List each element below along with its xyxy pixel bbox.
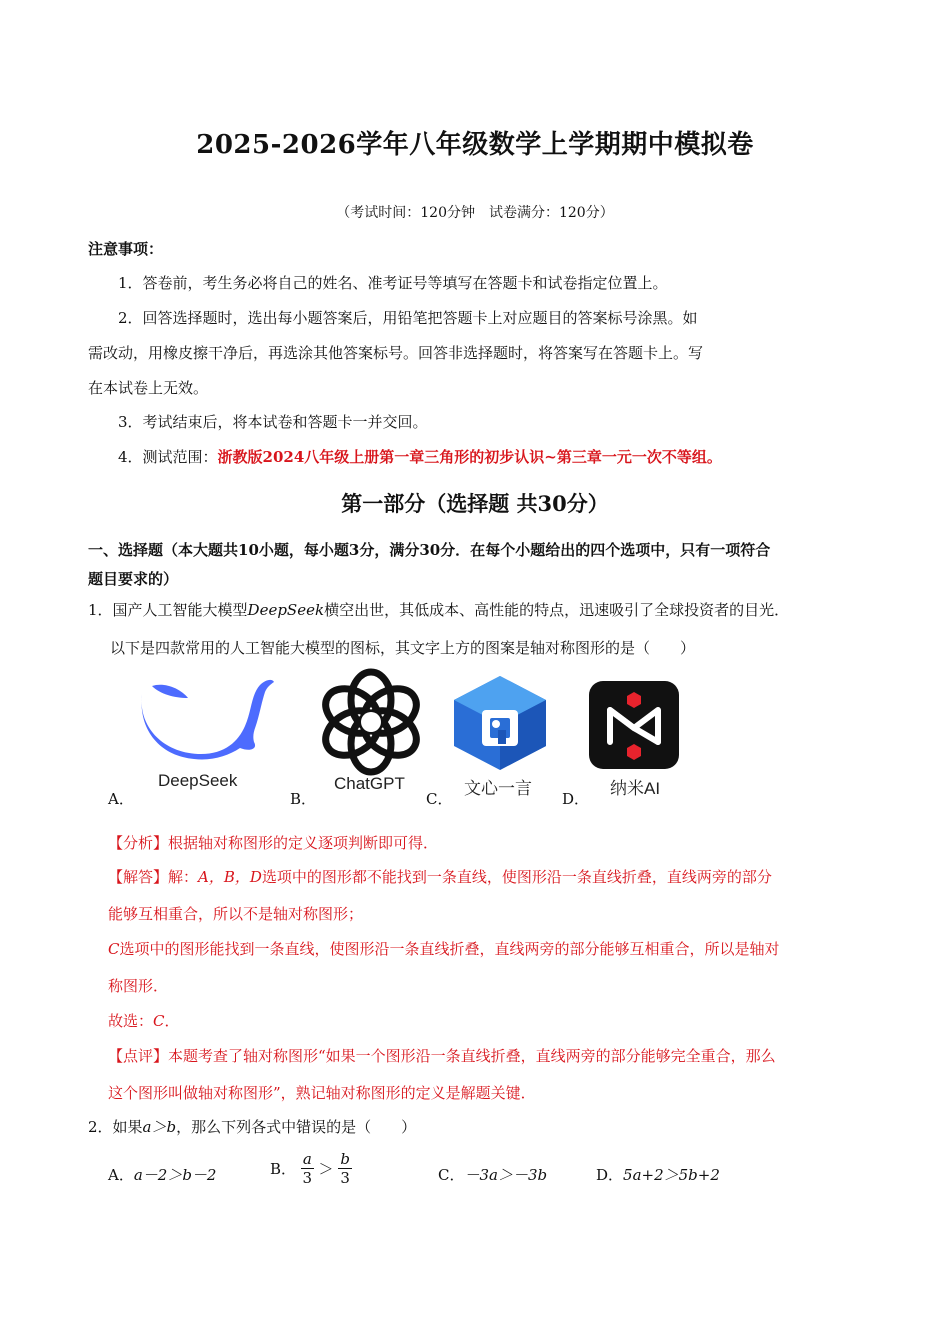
cube-icon xyxy=(452,674,548,772)
nami-logo xyxy=(588,680,680,774)
q2-stem-prefix: 2．如果 xyxy=(88,1118,143,1136)
q2-option-d xyxy=(596,1164,720,1185)
q1-stem-suffix: 横空出世，其低成本、高性能的特点，迅速吸引了全球投资者的目光． xyxy=(324,601,790,619)
q2-option-c-expr: －3a＞－3b xyxy=(464,1166,548,1184)
q2-option-c xyxy=(438,1164,547,1185)
q2-option-d-expr: 5a+2＞5b+2 xyxy=(623,1166,720,1184)
q2-option-c-letter: C． xyxy=(438,1166,465,1184)
part1-instruction-a: 一、选择题（本大题共10小题，每小题3分，满分30分．在每个小题给出的四个选项中，只有一项符合 xyxy=(88,541,771,559)
q1-stem-prefix: 1．国产人工智能大模型 xyxy=(88,601,248,619)
fraction-a-over-3 xyxy=(301,1150,314,1187)
whale-icon xyxy=(134,668,276,768)
q1-answer-line1 xyxy=(108,866,772,887)
wenxin-logo xyxy=(452,674,548,776)
q1-choice-var: C xyxy=(153,1012,165,1030)
q1-answer-prefix: 【解答】解： xyxy=(108,868,199,886)
q1-answer-line4: 称图形． xyxy=(108,977,169,995)
option-b-letter: B． xyxy=(290,790,317,808)
q1-answer-c-suffix: 选项中的图形能找到一条直线，使图形沿一条直线折叠，直线两旁的部分能够互相重合，所以是轴对 xyxy=(119,940,780,958)
q1-answer-line2: 能够互相重合，所以不是轴对称图形； xyxy=(108,905,364,923)
page-title: 2025-2026学年八年级数学上学期期中模拟卷 xyxy=(196,130,754,160)
option-d-letter: D． xyxy=(562,790,590,808)
q1-stem-line2: 以下是四款常用的人工智能大模型的图标，其文字上方的图案是轴对称图形的是（ ） xyxy=(110,639,696,657)
q1-answer-line3 xyxy=(108,938,780,959)
q1-answer-var-c: C xyxy=(108,940,120,958)
q2-stem-expr: a＞b xyxy=(142,1118,177,1136)
option-d-caption: 纳米AI xyxy=(610,779,661,798)
section-title: 第一部分（选择题 共30分） xyxy=(341,491,609,516)
test-range: 浙教版2024八年级上册第一章三角形的初步认识~第三章一元一次不等组。 xyxy=(217,448,722,466)
fraction-denominator: 3 xyxy=(340,1169,350,1187)
option-a-caption: DeepSeek xyxy=(158,771,238,790)
q1-answer-suffix: 选项中的图形都不能找到一条直线，使图形沿一条直线折叠，直线两旁的部分 xyxy=(261,868,772,886)
option-b-caption: ChatGPT xyxy=(334,774,405,793)
notice-item-4 xyxy=(118,446,722,467)
q1-stem-line1 xyxy=(88,599,789,620)
q2-option-a xyxy=(108,1164,216,1185)
q2-stem xyxy=(88,1116,416,1137)
q1-choice xyxy=(108,1010,180,1031)
notice-item-4-prefix: 4．测试范围： xyxy=(118,448,218,466)
part1-instruction-b: 题目要求的） xyxy=(88,570,179,588)
nami-n-icon xyxy=(588,680,680,770)
notice-item-3: 3．考试结束后，将本试卷和答题卡一并交回。 xyxy=(118,413,428,431)
fraction-numerator: b xyxy=(340,1150,350,1168)
option-a-letter: A． xyxy=(108,790,134,808)
q2-option-a-expr: a－2＞b－2 xyxy=(133,1166,217,1184)
fraction-denominator: 3 xyxy=(302,1169,313,1187)
notice-item-2a: 2．回答选择题时，选出每小题答案后，用铅笔把答题卡上对应题目的答案标号涂黑。如 xyxy=(118,309,698,327)
deepseek-logo xyxy=(134,668,276,772)
q1-analysis: 【分析】根据轴对称图形的定义逐项判断即可得． xyxy=(108,834,439,852)
q2-option-b-letter: B． xyxy=(270,1160,297,1178)
openai-knot-icon xyxy=(316,668,426,776)
q1-brand: DeepSeek xyxy=(247,601,325,619)
q2-stem-suffix: ，那么下列各式中错误的是（ ） xyxy=(176,1118,417,1136)
notice-item-1: 1．答卷前，考生务必将自己的姓名、准考证号等填写在答题卡和试卷指定位置上。 xyxy=(118,274,668,292)
q2-option-a-letter: A． xyxy=(108,1166,134,1184)
q2-option-b xyxy=(270,1150,352,1187)
greater-than-sign: ＞ xyxy=(318,1160,334,1178)
q1-choice-suffix: ． xyxy=(164,1012,180,1030)
chatgpt-logo xyxy=(316,668,426,780)
q1-answer-vars: A，B，D xyxy=(198,868,262,886)
q1-comment-line1: 【点评】本题考查了轴对称图形“如果一个图形沿一条直线折叠，直线两旁的部分能够完全重合，那么 xyxy=(108,1047,776,1065)
option-c-letter: C． xyxy=(426,790,453,808)
fraction-numerator: a xyxy=(302,1150,312,1168)
q1-choice-prefix: 故选： xyxy=(108,1012,154,1030)
notice-heading: 注意事项： xyxy=(88,240,164,258)
notice-item-2b: 需改动，用橡皮擦干净后，再选涂其他答案标号。回答非选择题时，将答案写在答题卡上。写 xyxy=(88,344,704,362)
fraction-b-over-3 xyxy=(338,1150,352,1187)
q1-comment-line2: 这个图形叫做轴对称图形”，熟记轴对称图形的定义是解题关键． xyxy=(108,1084,536,1102)
q2-option-d-letter: D． xyxy=(596,1166,624,1184)
option-c-caption: 文心一言 xyxy=(464,779,532,798)
notice-item-2c: 在本试卷上无效。 xyxy=(88,379,209,397)
exam-info: （考试时间：120分钟 试卷满分：120分） xyxy=(336,205,614,221)
